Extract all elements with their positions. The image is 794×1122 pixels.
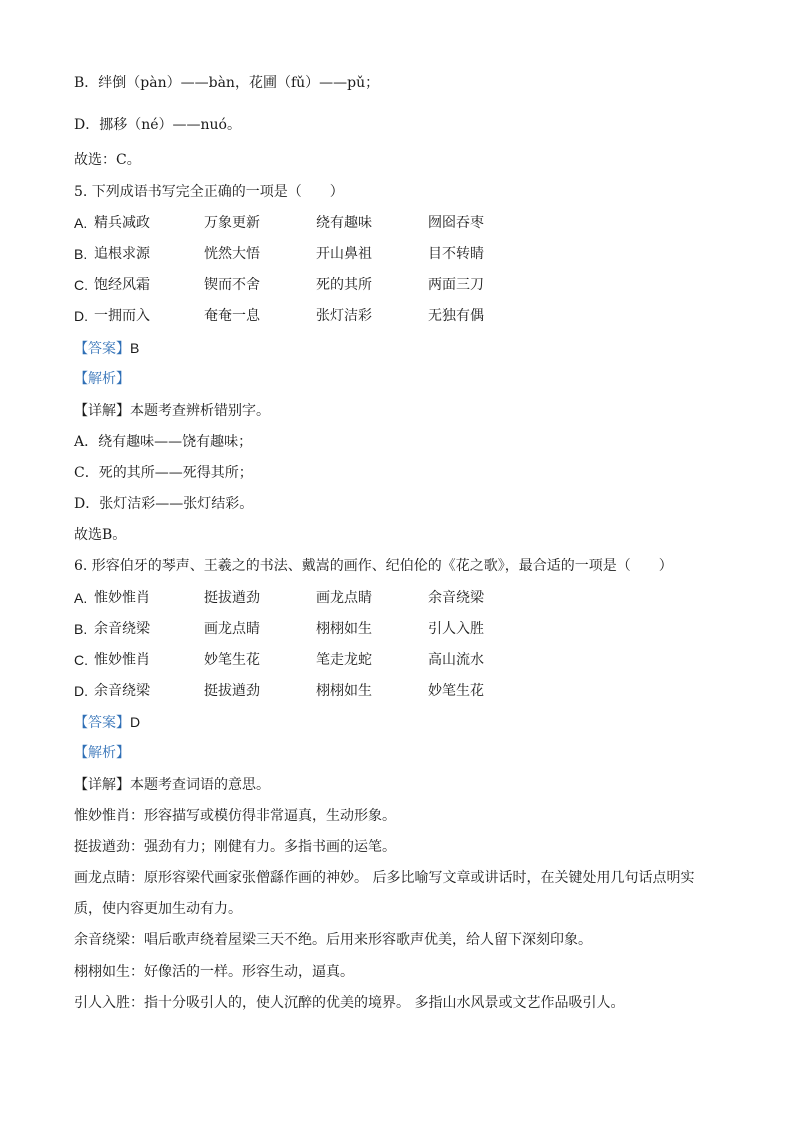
option-label: D.	[74, 308, 88, 324]
q5-stem: 5. 下列成语书写完全正确的一项是（ ）	[74, 184, 344, 200]
option-item: 栩栩如生	[316, 683, 372, 699]
q6-definition: 栩栩如生：好像活的一样。形容生动，逼真。	[74, 964, 354, 980]
option-item: 追根求源	[94, 246, 150, 262]
answer-tag: 【答案】	[74, 341, 130, 357]
option-label: C.	[74, 277, 88, 293]
q6-detail: 【详解】本题考查词语的意思。	[74, 777, 270, 793]
option-item: 引人入胜	[428, 621, 484, 637]
option-item: 挺拔遒劲	[204, 590, 260, 606]
option-item: 绕有趣味	[316, 215, 372, 231]
q6-definition: 余音绕梁：唱后歌声绕着屋梁三天不绝。后用来形容歌声优美，给人留下深刻印象。	[74, 932, 592, 948]
option-item: 高山流水	[428, 652, 484, 668]
q6-definition: 挺拔遒劲：强劲有力；刚健有力。多指书画的运笔。	[74, 839, 396, 855]
option-item: 开山鼻祖	[316, 246, 372, 262]
q4-option-d-explanation: D．挪移（né）——nuó。	[74, 117, 241, 133]
q5-explanation: A．绕有趣味——饶有趣味；	[74, 434, 253, 450]
option-item: 一拥而入	[94, 308, 150, 324]
option-item: 余音绕梁	[94, 683, 150, 699]
q6-definition: 惟妙惟肖：形容描写或模仿得非常逼真，生动形象。	[74, 808, 396, 824]
q6-answer	[74, 712, 140, 733]
option-label: A.	[74, 590, 88, 606]
option-item: 目不转睛	[428, 246, 484, 262]
option-item: 惟妙惟肖	[94, 590, 150, 606]
q6-definition-continued: 质，使内容更加生动有力。	[74, 901, 242, 917]
option-item: 妙笔生花	[204, 652, 260, 668]
option-label: D.	[74, 683, 88, 699]
q6-definition: 引人入胜：指十分吸引人的，使人沉醉的优美的境界。 多指山水风景或文艺作品吸引人。	[74, 995, 625, 1011]
option-item: 惟妙惟肖	[94, 652, 150, 668]
option-label: B.	[74, 246, 88, 262]
option-item: 恍然大悟	[204, 246, 260, 262]
option-item: 栩栩如生	[316, 621, 372, 637]
q4-conclusion: 故选：C。	[74, 152, 141, 168]
option-item: 张灯洁彩	[316, 308, 372, 324]
option-item: 饱经风霜	[94, 277, 150, 293]
q6-analysis-tag: 【解析】	[74, 745, 130, 761]
option-label: B.	[74, 621, 88, 637]
option-item: 画龙点睛	[316, 590, 372, 606]
q5-conclusion: 故选B。	[74, 527, 127, 543]
answer-value: D	[130, 714, 141, 730]
option-item: 余音绕梁	[94, 621, 150, 637]
q5-analysis-tag: 【解析】	[74, 371, 130, 387]
q5-detail: 【详解】本题考查辨析错别字。	[74, 403, 270, 419]
option-item: 两面三刀	[428, 277, 484, 293]
option-label: C.	[74, 652, 88, 668]
answer-tag: 【答案】	[74, 715, 130, 731]
option-item: 精兵减政	[94, 215, 150, 231]
option-item: 挺拔遒劲	[204, 683, 260, 699]
option-item: 奄奄一息	[204, 308, 260, 324]
option-item: 囫囵吞枣	[428, 215, 484, 231]
option-item: 妙笔生花	[428, 683, 484, 699]
option-label: A.	[74, 215, 88, 231]
q6-definition: 画龙点睛：原形容梁代画家张僧繇作画的神妙。 后多比喻写文章或讲话时，在关键处用几句话点明实	[74, 870, 695, 886]
q4-option-b-explanation: B．绊倒（pàn）——bàn，花圃（fǔ）——pǔ；	[74, 75, 380, 91]
option-item: 余音绕梁	[428, 590, 484, 606]
q5-explanation: D．张灯洁彩——张灯结彩。	[74, 496, 254, 512]
option-item: 画龙点睛	[204, 621, 260, 637]
option-item: 锲而不舍	[204, 277, 260, 293]
option-item: 笔走龙蛇	[316, 652, 372, 668]
option-item: 万象更新	[204, 215, 260, 231]
option-item: 死的其所	[316, 277, 372, 293]
q6-stem: 6. 形容伯牙的琴声、王羲之的书法、戴嵩的画作、纪伯伦的《花之歌》，最合适的一项是（ ）	[74, 558, 673, 574]
q5-answer	[74, 338, 139, 359]
q5-explanation: C．死的其所——死得其所；	[74, 465, 253, 481]
option-item: 无独有偶	[428, 308, 484, 324]
answer-value: B	[130, 340, 140, 356]
